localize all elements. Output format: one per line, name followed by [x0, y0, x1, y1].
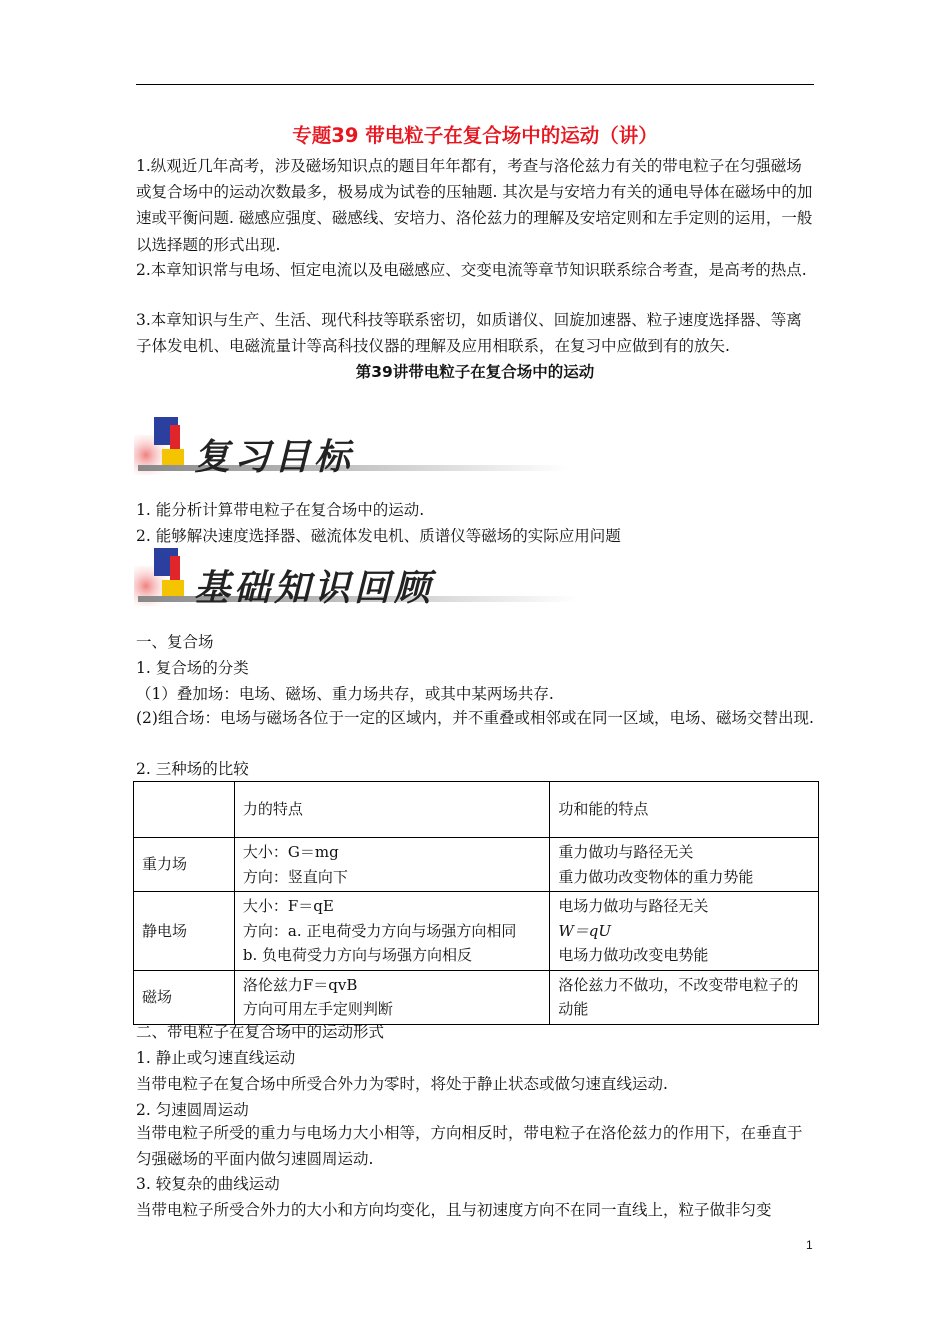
cell-line: 洛伦兹力不做功，不改变带电粒子的动能 — [558, 975, 799, 1018]
table-cell-force — [234, 838, 550, 892]
basics-review-banner — [134, 546, 574, 616]
motion-type-2-title: 2. 匀速圆周运动 — [136, 1101, 249, 1119]
cell-line: W＝qU — [558, 921, 612, 940]
banner-title: 复习目标 — [194, 437, 355, 478]
page-title: 专题39 带电粒子在复合场中的运动（讲） — [292, 124, 658, 147]
cell-line: b. 负电荷受力方向与场强方向相反 — [242, 946, 473, 964]
table-cell-energy — [550, 970, 819, 1024]
motion-type-1-text: 当带电粒子在复合场中所受合外力为零时，将处于静止状态或做匀速直线运动. — [136, 1075, 668, 1093]
section-2-heading: 二、带电粒子在复合场中的运动形式 — [136, 1023, 385, 1041]
banner-title: 基础知识回顾 — [194, 568, 435, 609]
lecture-subtitle: 第39讲带电粒子在复合场中的运动 — [355, 363, 595, 381]
goal-item-2: 2. 能够解决速度选择器、磁流体发电机、质谱仪等磁场的实际应用问题 — [136, 527, 621, 545]
cell-line: 方向：a. 正电荷受力方向与场强方向相同 — [242, 921, 517, 940]
goal-item-1: 1. 能分析计算带电粒子在复合场中的运动. — [136, 501, 425, 519]
section-1-sub-2: 2. 三种场的比较 — [136, 760, 249, 778]
table-cell-force — [234, 970, 550, 1024]
section-1-heading: 一、复合场 — [136, 633, 214, 651]
cell-line: 电场力做功改变电势能 — [558, 946, 709, 964]
table-row-name: 静电场 — [134, 892, 235, 971]
header-rule — [136, 84, 814, 85]
table-cell-energy — [550, 892, 819, 971]
table-row — [134, 892, 819, 971]
intro-paragraph-2: 2.本章知识常与电场、恒定电流以及电磁感应、交变电流等章节知识联系综合考查，是高考的热点. — [136, 261, 807, 279]
motion-type-1-title: 1. 静止或匀速直线运动 — [136, 1049, 296, 1067]
table-cell-energy — [550, 838, 819, 892]
table-cell-force — [234, 892, 550, 971]
section-1-item-2: (2)组合场：电场与磁场各位于一定的区域内，并不重叠或相邻或在同一区域，电场、磁场交替出现. — [136, 709, 814, 727]
cell-line: 重力做功改变物体的重力势能 — [558, 867, 754, 886]
table-header-cell — [134, 782, 235, 838]
table-header-cell: 力的特点 — [234, 782, 550, 838]
intro-paragraph-1: 1.纵观近几年高考，涉及磁场知识点的题目年年都有，考查与洛伦兹力有关的带电粒子在匀强磁场或复合场中的运动次数最多，极易成为试卷的压轴题. 其次是与安培力有关的通电导体在磁场中的加速或平衡问题. 磁感应强度、磁感线、安培力、洛伦兹力的理解及安培定则和左手定则的运用，一般以选择题的形式出现. — [136, 157, 813, 254]
table-row-name: 重力场 — [134, 838, 235, 892]
cell-line: 洛伦兹力F＝qvB — [242, 975, 358, 994]
section-1-sub-1: 1. 复合场的分类 — [136, 659, 249, 677]
table-row-name: 磁场 — [134, 970, 235, 1024]
field-comparison-table — [133, 781, 819, 1025]
cell-line: 方向可用左手定则判断 — [242, 1000, 393, 1018]
motion-type-2-text: 当带电粒子所受的重力与电场力大小相等，方向相反时，带电粒子在洛伦兹力的作用下，在垂直于匀强磁场的平面内做匀速圆周运动. — [136, 1124, 803, 1169]
review-goals-banner — [134, 415, 574, 485]
motion-type-3-title: 3. 较复杂的曲线运动 — [136, 1175, 280, 1193]
cell-line: 大小：G＝mg — [242, 843, 339, 861]
table-header-cell: 功和能的特点 — [550, 782, 819, 838]
cell-line: 大小：F＝qE — [242, 897, 334, 915]
cell-line: 电场力做功与路径无关 — [558, 897, 709, 915]
intro-paragraph-3: 3.本章知识与生产、生活、现代科技等联系密切，如质谱仪、回旋加速器、粒子速度选择器、等离子体发电机、电磁流量计等高科技仪器的理解及应用相联系，在复习中应做到有的放矢. — [136, 311, 802, 356]
table-header-row — [134, 782, 819, 838]
page-number: 1 — [806, 1238, 813, 1252]
cell-line: 方向：竖直向下 — [242, 867, 348, 886]
section-1-item-1: （1）叠加场：电场、磁场、重力场共存，或其中某两场共存. — [136, 685, 554, 703]
motion-type-3-text: 当带电粒子所受合外力的大小和方向均变化，且与初速度方向不在同一直线上，粒子做非匀变 — [136, 1201, 772, 1219]
cell-line: 重力做功与路径无关 — [558, 843, 694, 861]
table-row — [134, 970, 819, 1024]
table-row — [134, 838, 819, 892]
